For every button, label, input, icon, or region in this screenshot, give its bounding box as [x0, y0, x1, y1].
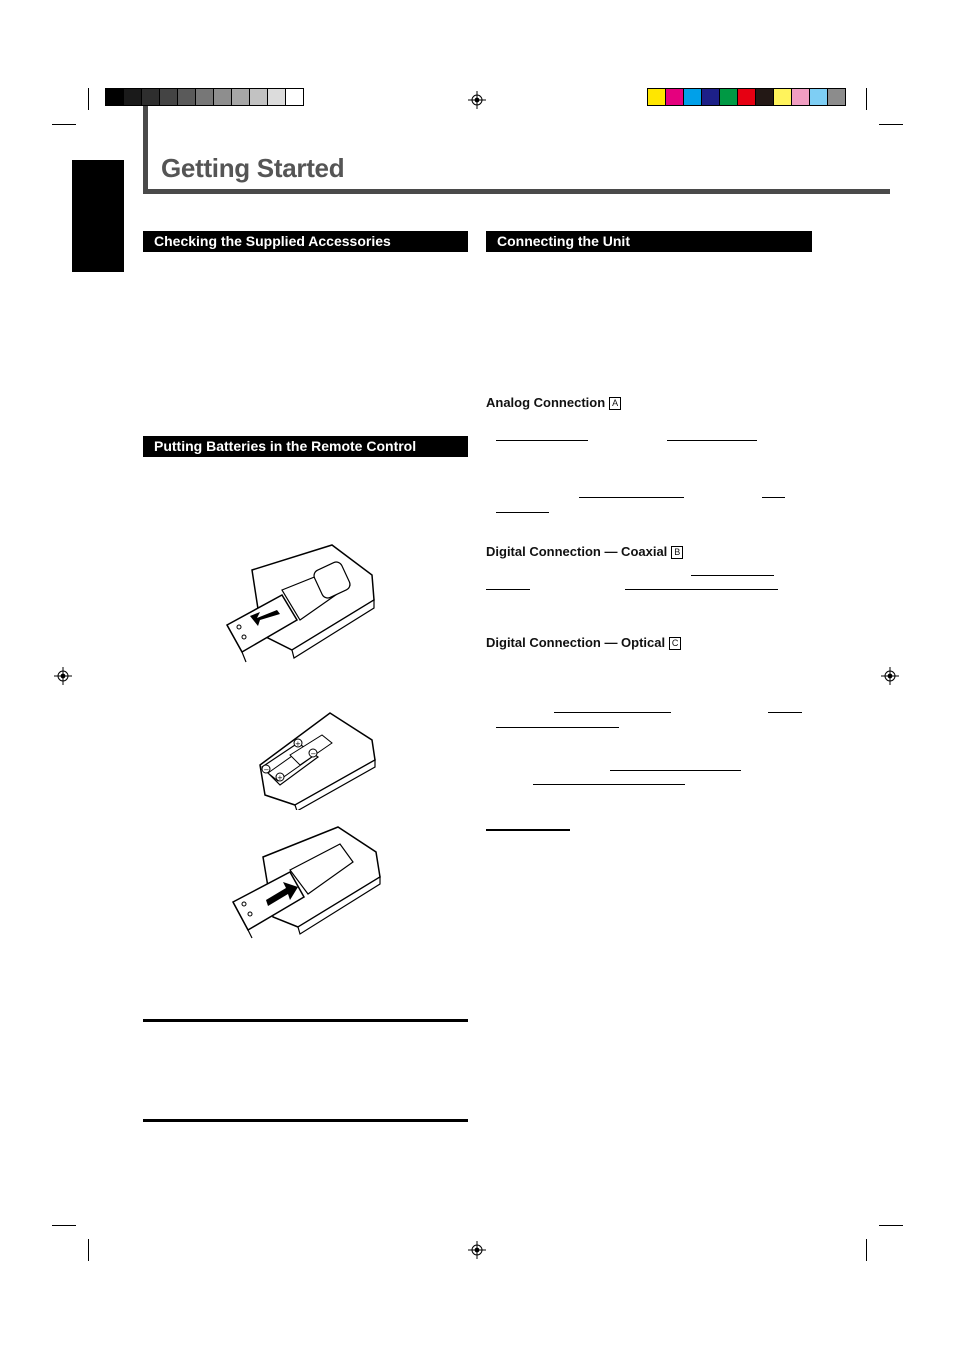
remote-batteries-inserted-icon	[250, 705, 380, 810]
page-title: Getting Started	[161, 153, 345, 183]
color-swatch	[738, 89, 756, 105]
color-swatch	[720, 89, 738, 105]
underline	[579, 497, 684, 498]
color-swatch	[828, 89, 845, 105]
color-swatch	[756, 89, 774, 105]
grayscale-swatch	[178, 89, 196, 105]
grayscale-swatch	[106, 89, 124, 105]
color-calibration-bar	[647, 88, 846, 106]
underline	[554, 712, 671, 713]
grayscale-swatch	[232, 89, 250, 105]
grayscale-swatch	[124, 89, 142, 105]
underline	[486, 589, 530, 590]
color-swatch	[702, 89, 720, 105]
connection-letter-box: B	[671, 546, 683, 559]
crop-mark	[52, 1225, 76, 1226]
registration-mark-icon	[881, 667, 899, 685]
color-swatch	[666, 89, 684, 105]
underline	[768, 712, 802, 713]
language-side-tab	[72, 160, 124, 272]
grayscale-swatch	[286, 89, 303, 105]
svg-text:−: −	[263, 766, 270, 774]
grayscale-swatch	[214, 89, 232, 105]
section-heading-accessories: Checking the Supplied Accessories	[143, 231, 468, 252]
crop-mark	[866, 88, 867, 110]
note-box-top-rule	[143, 1019, 468, 1022]
coaxial-connection-heading: Digital Connection — Coaxial B	[486, 544, 683, 559]
crop-mark	[52, 124, 76, 125]
underline	[691, 575, 774, 576]
underline	[496, 727, 619, 728]
remote-battery-cover-close-icon	[228, 822, 383, 940]
svg-text:+: +	[295, 740, 301, 748]
grayscale-swatch	[268, 89, 286, 105]
optical-connection-heading: Digital Connection — Optical C	[486, 635, 681, 650]
analog-connection-heading: Analog Connection A	[486, 395, 621, 410]
registration-mark-icon	[468, 91, 486, 109]
underline	[496, 512, 549, 513]
grayscale-calibration-bar	[105, 88, 304, 106]
underline	[533, 784, 685, 785]
color-swatch	[792, 89, 810, 105]
underline	[667, 440, 757, 441]
title-frame-vertical	[143, 106, 148, 194]
crop-mark	[879, 1225, 903, 1226]
color-swatch	[684, 89, 702, 105]
grayscale-swatch	[250, 89, 268, 105]
underline	[762, 497, 785, 498]
registration-mark-icon	[468, 1241, 486, 1259]
underline	[610, 770, 741, 771]
note-box-bottom-rule	[143, 1119, 468, 1122]
grayscale-swatch	[142, 89, 160, 105]
underline	[496, 440, 588, 441]
crop-mark	[866, 1239, 867, 1261]
grayscale-swatch	[160, 89, 178, 105]
section-heading-batteries: Putting Batteries in the Remote Control	[143, 436, 468, 457]
note-heading-underline	[486, 829, 570, 831]
color-swatch	[810, 89, 828, 105]
connection-letter-box: A	[609, 397, 621, 410]
title-frame-horizontal	[143, 189, 890, 194]
svg-text:−: −	[310, 750, 317, 758]
crop-mark	[88, 88, 89, 110]
connection-letter-box: C	[669, 637, 681, 650]
remote-battery-cover-open-icon	[222, 540, 382, 665]
svg-text:+: +	[277, 774, 283, 782]
section-heading-connecting: Connecting the Unit	[486, 231, 812, 252]
crop-mark	[879, 124, 903, 125]
color-swatch	[774, 89, 792, 105]
color-swatch	[648, 89, 666, 105]
registration-mark-icon	[54, 667, 72, 685]
grayscale-swatch	[196, 89, 214, 105]
crop-mark	[88, 1239, 89, 1261]
underline	[625, 589, 778, 590]
